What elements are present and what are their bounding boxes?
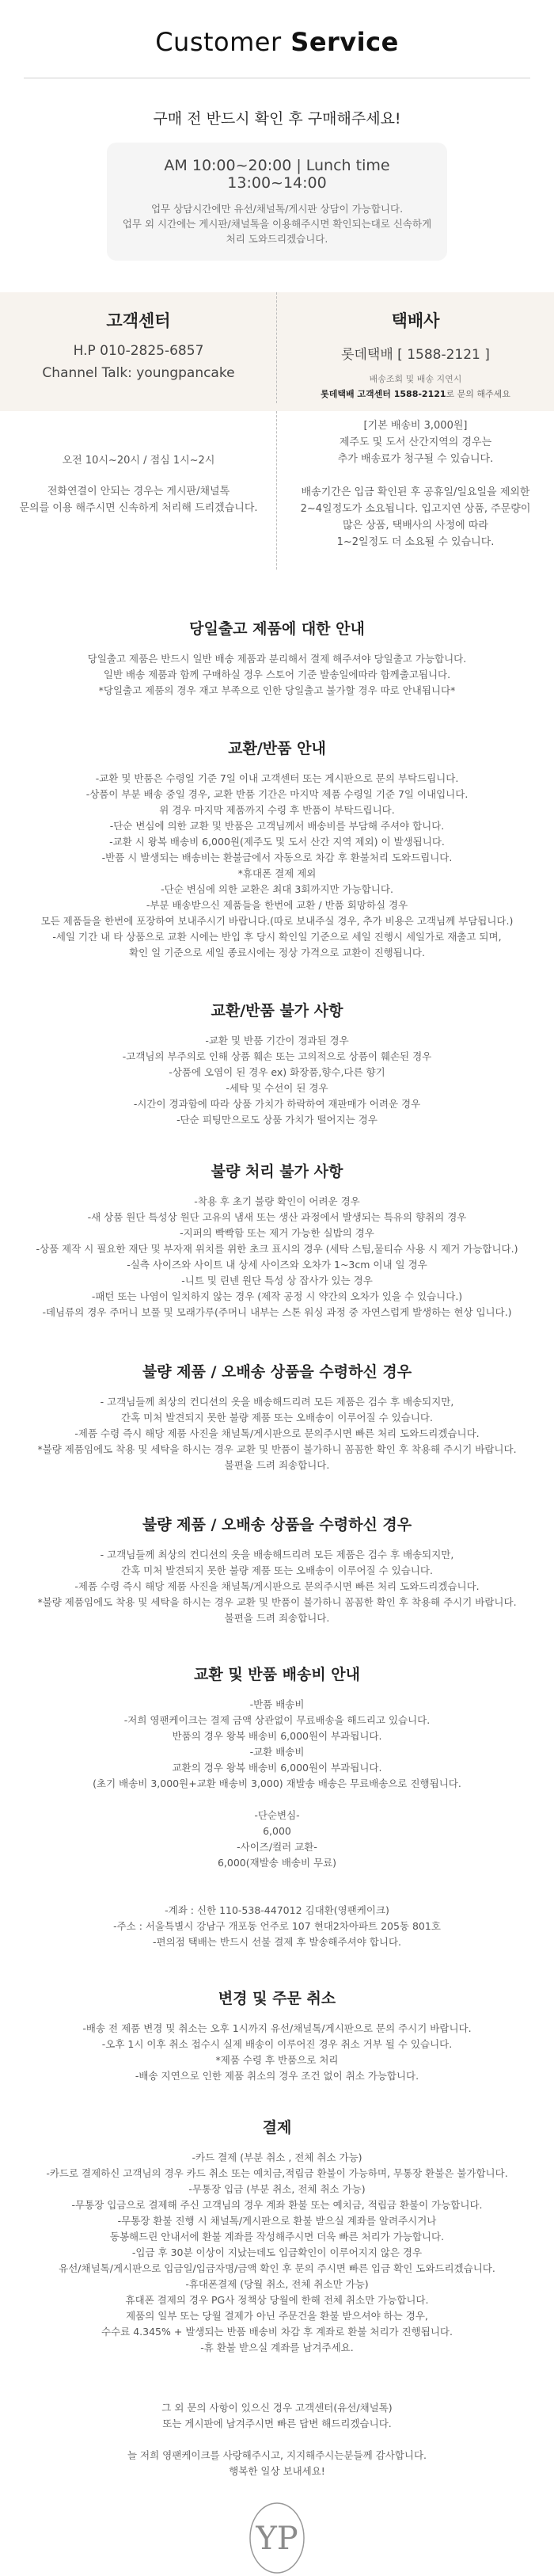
section-body [0,2150,554,2356]
section-line: -지퍼의 빡빡함 또는 제거 가능한 실밥의 경우 [180,1227,374,1239]
section-line: -저희 영팬케이크는 결제 금액 상관없이 무료배송을 해드리고 있습니다. [123,1714,431,1726]
section-body [0,1697,554,1950]
section-line: 모든 제품들을 한번에 포장하여 보내주시기 바랍니다.(따로 보내주실 경우, 추가 비용은 고객님께 부담됩니다.) [40,915,514,927]
title-light: Customer [155,27,282,57]
courier-desc-line: 제주도 및 도서 산간지역의 경우는 [339,436,492,448]
section-line: 불편을 드려 죄송합니다. [224,1459,330,1471]
section-title: 결제 [262,2119,292,2136]
courier-header [277,292,554,403]
section-line: -무통장 입금 (부분 취소, 전체 취소 가능) [188,2183,366,2195]
policy-section [0,1160,554,1320]
section-line: -오후 1시 이후 취소 접수시 실제 배송이 이루어진 경우 취소 거부 될 수 있습니다. [101,2038,453,2050]
section-line: *불량 제품임에도 착용 및 세탁을 하시는 경우 교환 및 반품이 불가하니 꼼꼼한 확인 후 착용해 주시기 바랍니다. [37,1596,517,1608]
section-body [0,1394,554,1473]
section-line [0,1871,554,1887]
section-line: 휴대폰 결제의 경우 PG사 정책상 당월에 한해 전체 취소만 가능합니다. [125,2294,429,2306]
section-line: -교환 배송비 [249,1746,305,1758]
hours-desc-line: 업무 상담시간에만 유선/채널톡/게시판 상담이 가능합니다. [150,203,404,215]
section-title: 불량 제품 / 오배송 상품을 수령하신 경우 [142,1516,412,1534]
section-line: -휴대폰결제 (당월 취소, 전체 취소만 가능) [185,2278,369,2290]
section-line: -단순 피팅만으로도 상품 가치가 떨어지는 경우 [176,1114,378,1126]
cs-center-header [0,292,277,403]
title-bold: Service [290,27,399,57]
business-hours-desc [115,201,439,246]
section-body [0,1194,554,1320]
section-line: -반품 시 발생되는 배송비는 환불금에서 자동으로 차감 후 환불처리 도와드립니다. [101,852,453,863]
courier-desc-line: 추가 배송료가 청구될 수 있습니다. [337,453,494,465]
section-line: -휴 환불 받으실 계좌를 남겨주세요. [200,2342,354,2353]
policy-section [0,737,554,961]
section-line: -데님류의 경우 주머니 보풀 및 모래가루(주머니 내부는 스톤 워싱 과정 중 자연스럽게 발생하는 현상 입니다.) [42,1306,512,1318]
closing-line: 또는 게시판에 남겨주시면 빠른 답변 해드리겠습니다. [162,2418,392,2429]
section-line: -단순 변심에 의한 교환은 최대 3회까지만 가능합니다. [161,883,393,895]
section-line: -상품이 부분 배송 중일 경우, 교환 반품 기간은 마지막 제품 수령일 기준 7일 이내입니다. [85,788,469,800]
section-line: -교환 및 반품 기간이 경과된 경우 [205,1035,349,1046]
brand-logo [237,2495,317,2574]
hours-desc-line: 업무 외 시간에는 게시판/채널톡을 이용해주시면 확인되는대로 신속하게 [122,218,432,230]
section-line: *제품 수령 후 반품으로 처리 [215,2054,339,2066]
brand-logo-icon [237,2495,317,2574]
closing-line: 그 외 문의 사항이 있으신 경우 고객센터(유선/채널톡) [161,2402,393,2414]
section-line [0,1887,554,1903]
hours-desc-line: 처리 도와드리겠습니다. [226,233,328,245]
section-body [0,771,554,961]
section-line: 수수료 4.345% + 발생되는 반품 배송비 차감 후 계좌로 환불 처리가 진행됩니다. [101,2326,453,2338]
policy-section [0,1663,554,1950]
closing-line: 늘 저희 영팬케이크를 사랑해주시고, 지지해주시는분들께 감사합니다. [127,2449,427,2461]
courier-small-1: 배송조회 및 배송 지연시 [369,374,462,384]
contact-header-row [0,292,554,411]
section-line: -배송 전 제품 변경 및 취소는 오후 1시까지 유선/채널톡/게시판으로 문의 주시기 바랍니다. [82,2022,472,2034]
courier-small-2-rest: 로 문의 해주세요 [446,389,510,399]
section-line: 일반 배송 제품과 함께 구매하실 경우 스토어 기준 발송일에따라 함께출고됩니다. [103,669,451,680]
section-line: -상품 제작 시 필요한 재단 및 부자재 위치를 위한 초크 표시의 경우 (세탁 스팀,물티슈 사용 시 제거 가능합니다.) [36,1243,518,1255]
section-line: 유선/채널톡/게시판으로 입금일/입금자명/금액 확인 후 문의 주시면 빠른 입금 확인 도와드리겠습니다. [59,2262,495,2274]
section-line: -부분 배송받으신 제품들을 한번에 교환 / 반품 회망하실 경우 [146,899,408,911]
section-body [0,1033,554,1128]
courier-desc-line: [기본 배송비 3,000원] [363,420,468,432]
closing-section [0,2400,554,2479]
section-line: -사이즈/컬러 교환- [237,1841,317,1853]
courier-name: 롯데택배 [ 1588-2121 ] [341,347,490,363]
courier-body [277,411,554,570]
courier-small-2 [277,387,554,400]
section-line: 당일출고 제품은 반드시 일반 배송 제품과 분리해서 결제 해주셔야 당일출고 가능합니다. [87,653,467,665]
page-title [0,0,554,57]
section-line: -계좌 : 신한 110-538-447012 김대환(영팬케이크) [165,1904,389,1916]
section-line: *휴대폰 결제 제외 [237,867,317,879]
section-line: -반품 배송비 [249,1698,305,1710]
section-line: - 고객님들께 최상의 컨디션의 옷을 배송해드리려 모든 제품은 검수 후 배송되지만, [100,1396,454,1408]
section-line: -단순변심- [254,1809,300,1821]
section-line: 간혹 미처 발견되지 못한 불량 제품 또는 오배송이 이루어질 수 있습니다. [121,1412,433,1423]
section-line: 불편을 드려 죄송합니다. [224,1612,330,1624]
section-line: -입금 후 30분 이상이 지났는데도 입금확인이 이루어지지 않은 경우 [131,2246,423,2258]
section-line: -니트 및 린넨 원단 특성 상 잡사가 있는 경우 [181,1275,373,1286]
closing-line [0,2432,554,2448]
section-line: -제품 수령 즉시 해당 제품 사진을 채널톡/게시판으로 문의주시면 빠른 처리 도와드리겠습니다. [74,1427,480,1439]
section-title: 불량 제품 / 오배송 상품을 수령하신 경우 [142,1363,412,1381]
closing-line: 행복한 일상 보내세요! [229,2465,325,2477]
section-line: 반품의 경우 왕복 배송비 6,000원이 부과됩니다. [172,1730,382,1742]
cs-center-desc-line: 문의를 이용 해주시면 신속하게 처리해 드리겠습니다. [19,502,258,514]
section-line: -제품 수령 즉시 해당 제품 사진을 채널톡/게시판으로 문의주시면 빠른 처리 도와드리겠습니다. [74,1580,480,1592]
section-title: 교환/반품 불가 사항 [211,1002,343,1019]
section-line: -실측 사이즈와 사이트 내 상세 사이즈와 오차가 1~3cm 이내 일 경우 [127,1259,427,1271]
courier-desc-line: 2~4일정도가 소요됩니다. 입고지연 상품, 주문량이 [300,503,531,515]
section-line: 동봉해드린 안내서에 환불 계좌를 작성해주시면 더욱 빠른 처리가 가능합니다. [109,2231,445,2243]
cs-center-hours: 오전 10시~20시 / 점심 1시~2시 [62,455,215,467]
section-line: -카드로 결제하신 고객님의 경우 카드 취소 또는 예치금,적립금 환불이 가능하며, 무통장 환불은 불가합니다. [46,2167,508,2179]
section-body [0,1547,554,1626]
cs-center-body [0,411,277,570]
section-line: 간혹 미처 발견되지 못한 불량 제품 또는 오배송이 이루어질 수 있습니다. [121,1564,433,1576]
section-line: -배송 지연으로 인한 제품 취소의 경우 조건 없이 취소 가능합니다. [135,2070,419,2082]
policy-section [0,2116,554,2356]
policy-sections [0,617,554,2356]
section-title: 당일출고 제품에 대한 안내 [189,620,365,638]
section-line: (초기 배송비 3,000원+교환 배송비 3,000) 재발송 배송은 무료배송으로 진행됩니다. [93,1778,461,1789]
section-line: *당일출고 제품의 경우 재고 부족으로 인한 당일출고 불가할 경우 따로 안내됩니다* [98,684,456,696]
courier-desc-line [277,467,554,484]
section-line: -카드 결제 (부분 취소 , 전체 취소 가능) [192,2151,362,2163]
section-line: -착용 후 초기 불량 확인이 어려운 경우 [194,1195,360,1207]
section-title: 변경 및 주문 취소 [218,1990,336,2007]
cs-center-desc-line: 전화연결이 안되는 경우는 게시판/채널톡 [47,486,230,497]
section-body [0,2021,554,2084]
section-line: -고객님의 부주의로 인해 상품 훼손 또는 고의적으로 상품이 훼손된 경우 [122,1050,432,1062]
section-line: -단순 변심에 의한 교환 및 반품은 고객님께서 배송비를 부담해 주셔야 합니다. [109,820,445,832]
section-line: -새 상품 원단 특성상 원단 고유의 냄새 또는 생산 과정에서 발생되는 특유의 향취의 경우 [87,1211,467,1223]
contact-info-band [0,292,554,570]
section-title: 교환 및 반품 배송비 안내 [194,1666,360,1683]
section-line: -상품에 오염이 된 경우 ex) 화장품,향수,다른 향기 [169,1066,385,1078]
section-line: -패턴 또는 나염이 일치하지 않는 경우 (제작 공정 시 약간의 오차가 있을 수 있습니다.) [91,1290,463,1302]
policy-section [0,1987,554,2084]
contact-body-row [0,411,554,570]
cs-center-title: 고객센터 [106,311,171,330]
brand-monogram: YP [256,2521,298,2557]
section-line: *불량 제품임에도 착용 및 세탁을 하시는 경우 교환 및 반품이 불가하니 꼼꼼한 확인 후 착용해 주시기 바랍니다. [37,1443,517,1455]
section-line: 제품의 일부 또는 당월 결제가 아닌 주문건을 환불 받으셔야 하는 경우, [126,2310,428,2322]
courier-title: 택배사 [391,311,440,330]
business-hours-box [107,143,447,261]
courier-small-2-bold: 롯데택배 고객센터 1588-2121 [321,389,446,399]
section-line: 위 경우 마지막 제품까지 수령 후 반품이 부탁드립니다. [159,804,395,816]
section-line: 교환의 경우 왕복 배송비 6,000원이 부과됩니다. [172,1762,382,1774]
policy-section [0,1360,554,1473]
section-body [0,651,554,699]
policy-section [0,999,554,1128]
section-line: - 고객님들께 최상의 컨디션의 옷을 배송해드리려 모든 제품은 검수 후 배송되지만, [100,1549,454,1560]
purchase-notice: 구매 전 반드시 확인 후 구매해주세요! [153,110,401,128]
section-line: -교환 시 왕복 배송비 6,000원(제주도 및 도서 산간 지역 제외) 이 발생됩니다. [109,836,445,848]
section-line: -세탁 및 수선이 된 경우 [226,1082,328,1094]
cs-center-channel[interactable]: Channel Talk: youngpancake [42,365,235,381]
business-hours: AM 10:00~20:00 | Lunch time 13:00~14:00 [164,157,390,192]
section-line: 확인 일 기준으로 세일 종료시에는 정상 가격으로 교환이 진행됩니다. [129,947,425,958]
section-line [0,1792,554,1808]
section-line: -교환 및 반품은 수령일 기준 7일 이내 고객센터 또는 게시판으로 문의 부탁드립니다. [95,772,459,784]
courier-desc-line: 1~2일정도 더 소요될 수 있습니다. [336,536,495,548]
section-line: 6,000(재발송 배송비 무료) [217,1857,337,1869]
section-line: -세일 기간 내 타 상품으로 교환 시에는 반입 후 당시 확인일 기준으로 세일 진행시 세일가로 재출고 되며, [52,931,502,943]
courier-desc-line: 배송기간은 입금 확인된 후 공휴일/일요일을 제외한 [301,486,530,498]
section-title: 교환/반품 안내 [228,740,326,757]
courier-desc-line: 많은 상품, 택배사의 사정에 따라 [343,520,488,532]
section-line: -무통장 환불 진행 시 채널톡/게시판으로 환불 받으실 계좌를 알려주시거나 [117,2215,437,2227]
cs-center-phone[interactable]: H.P 010-2825-6857 [73,343,204,359]
section-line: -편의점 택배는 반드시 선불 결제 후 발송해주셔야 합니다. [152,1936,402,1948]
policy-section [0,1513,554,1626]
section-title: 불량 처리 불가 사항 [211,1163,343,1180]
section-line: 6,000 [263,1825,291,1837]
section-line: -주소 : 서울특별시 강남구 개포동 언주로 107 현대2차아파트 205동 801호 [113,1920,441,1932]
policy-section [0,617,554,699]
section-line: -시간이 경과함에 따라 상품 가치가 하락하여 재판매가 어려운 경우 [133,1098,421,1110]
section-line: -무통장 입금으로 결제해 주신 고객님의 경우 계좌 환불 또는 예치금, 적립금 환불이 가능합니다. [71,2199,483,2211]
closing-text [0,2400,554,2479]
